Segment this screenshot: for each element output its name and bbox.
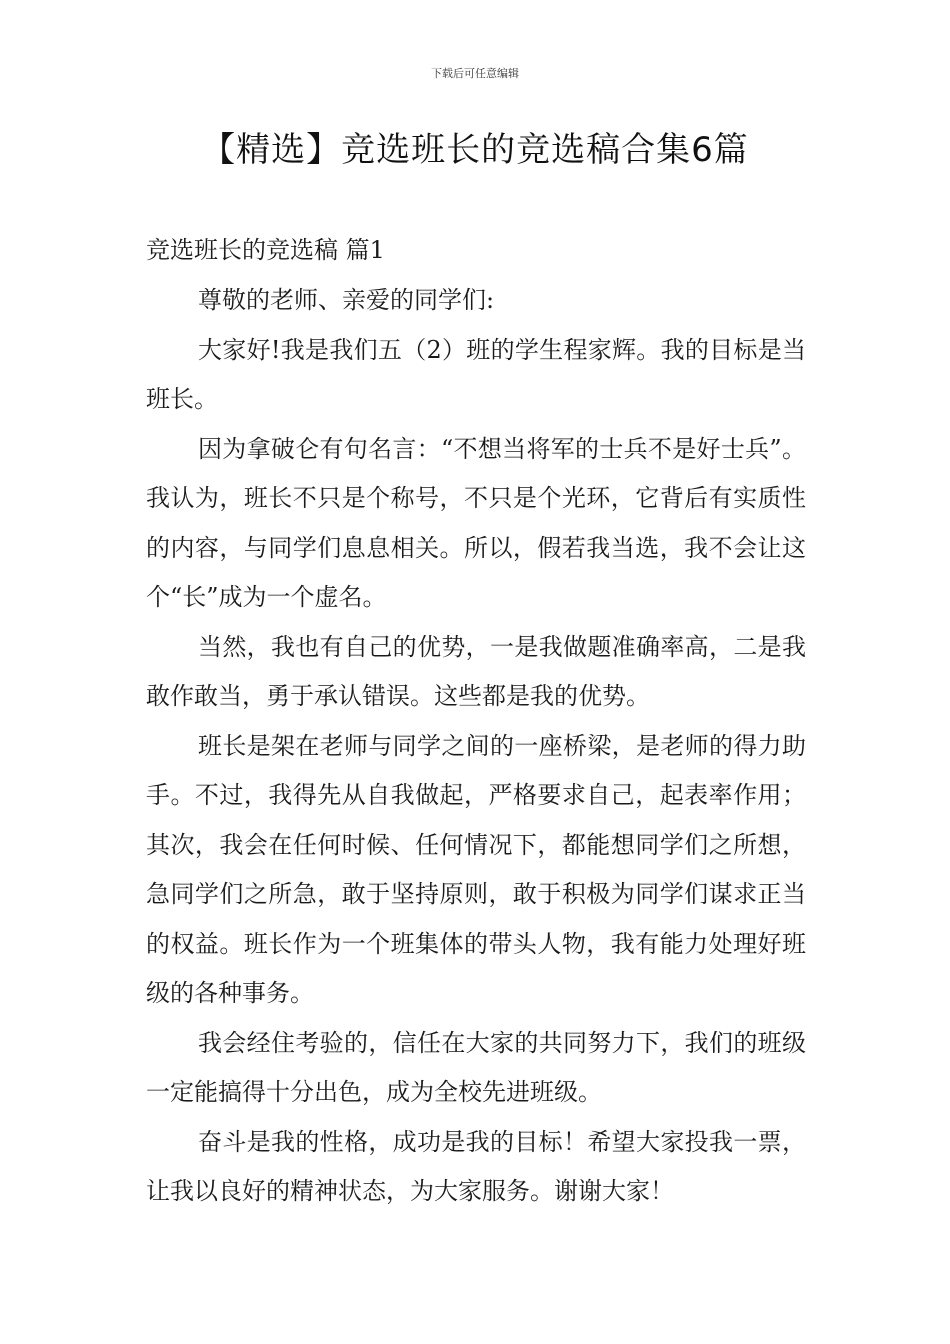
paragraph: 奋斗是我的性格，成功是我的目标！希望大家投我一票，让我以良好的精神状态，为大家服务。谢谢大家！: [146, 1127, 806, 1205]
document-body: [146, 276, 806, 1217]
paragraph: 大家好!我是我们五（2）班的学生程家辉。我的目标是当班长。: [146, 335, 806, 413]
section-heading: 竞选班长的竞选稿 篇1: [146, 236, 385, 264]
header-note: 下载后可任意编辑: [431, 67, 519, 80]
paragraph: 当然，我也有自己的优势，一是我做题准确率高，二是我敢作敢当，勇于承认错误。这些都是我的优势。: [146, 632, 806, 710]
paragraph: 班长是架在老师与同学之间的一座桥梁，是老师的得力助手。不过，我得先从自我做起，严格要求自己，起表率作用；其次，我会在任何时候、任何情况下，都能想同学们之所想，急同学们之所急，敢于坚持原则，敢于积极为同学们谋求正当的权益。班长作为一个班集体的带头人物，我有能力处理好班级的各种事务。: [146, 731, 806, 1007]
document-title: 【精选】竞选班长的竞选稿合集6篇: [201, 130, 749, 170]
paragraph: 因为拿破仑有句名言：“不想当将军的士兵不是好士兵”。我认为，班长不只是个称号，不只是个光环，它背后有实质性的内容，与同学们息息相关。所以，假若我当选，我不会让这个“长”成为一个虚名。: [146, 434, 806, 611]
paragraph: 我会经住考验的，信任在大家的共同努力下，我们的班级一定能搞得十分出色，成为全校先进班级。: [146, 1028, 806, 1106]
paragraph-salutation: 尊敬的老师、亲爱的同学们:: [198, 286, 495, 314]
